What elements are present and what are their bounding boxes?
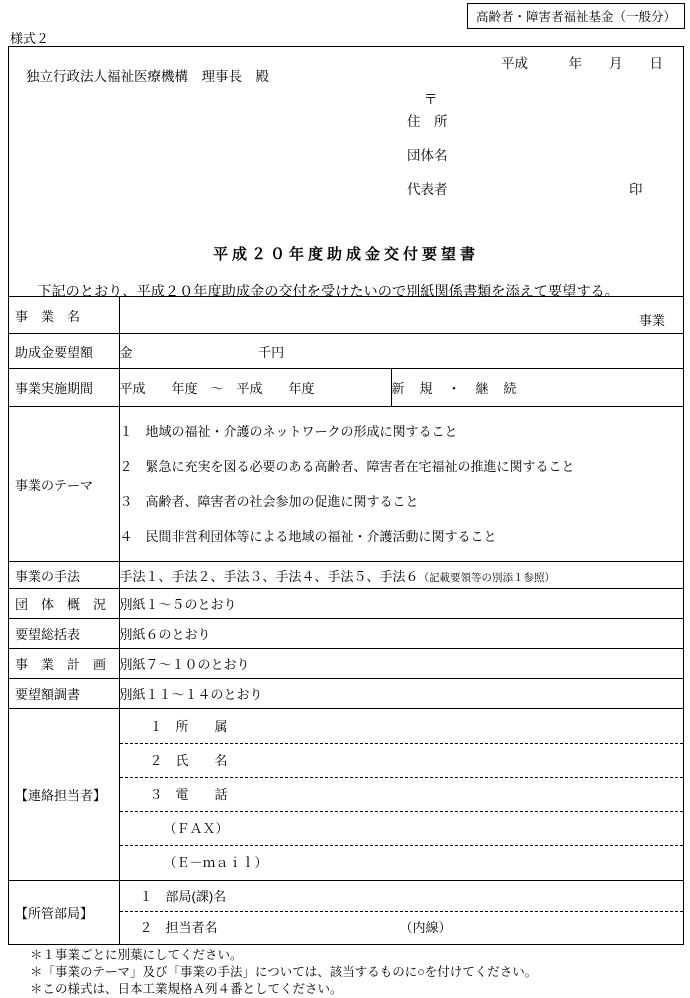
field-business-plan: 別紙７～１０のとおり: [119, 649, 683, 679]
field-amount-report: 別紙１１～１４のとおり: [119, 679, 683, 709]
field-period: 平成 年度 ～ 平成 年度: [119, 369, 391, 407]
field-summary-table: 別紙６のとおり: [119, 619, 683, 649]
label-contact-person: 【連絡担当者】: [9, 709, 119, 881]
field-business-name: [119, 297, 683, 334]
row-business-plan: [9, 649, 683, 679]
contact-phone: ３ 電 話: [120, 778, 684, 812]
note-3: ＊この様式は、日本工業規格Ａ列４番としてください。: [30, 982, 343, 996]
representative-label: 代表者: [407, 182, 448, 197]
dept-person-name: [120, 912, 684, 943]
postal-mark: 〒: [424, 92, 438, 107]
unit-label: 千円: [258, 344, 285, 360]
organization-label: 団体名: [407, 148, 448, 163]
theme-option-2: ２ 緊急に充実を図る必要のある高齢者、障害者在宅福祉の推進に関すること: [119, 459, 575, 474]
field-contact-person: [119, 709, 683, 881]
label-theme: 事業のテーマ: [9, 407, 119, 562]
contact-email: （Ｅ－ｍａｉｌ）: [163, 854, 268, 870]
theme-option-1: １ 地域の福祉・介護のネットワークの形成に関すること: [119, 424, 458, 439]
field-new-or-continue: 新 規 ・ 継 続: [391, 369, 683, 407]
row-amount-report: [9, 679, 683, 709]
contact-affiliation: １ 所 属: [120, 710, 684, 744]
method-note: （記載要領等の別添１参照）: [418, 571, 556, 584]
addressee: 独立行政法人福祉医療機構 理事長 殿: [26, 69, 269, 84]
field-method: [119, 562, 683, 589]
row-summary-table: [9, 619, 683, 649]
intro-text: 下記のとおり、平成２０年度助成金の交付を受けたいので別紙関係書類を添えて要望する。: [37, 284, 619, 300]
footnotes: [30, 947, 537, 998]
currency-label: 金: [119, 344, 133, 360]
label-summary-table: 要望総括表: [9, 619, 119, 649]
label-organization-overview: 団 体 概 況: [9, 589, 119, 619]
letterhead: [9, 47, 683, 300]
note-2: ＊「事業のテーマ」及び「事業の手法」については、該当するものに○を付けてください。: [30, 965, 538, 979]
form-body: [8, 46, 684, 945]
field-organization-overview: 別紙１～５のとおり: [119, 589, 683, 619]
business-name-suffix: 事業: [638, 313, 665, 328]
label-period: 事業実施期間: [9, 369, 119, 407]
field-theme: [119, 407, 683, 562]
row-grant-amount: [9, 334, 683, 369]
dept-person-label: ２ 担当者名: [139, 920, 218, 936]
address-label: 住 所: [407, 114, 448, 129]
seal-label: 印: [629, 182, 643, 197]
label-grant-amount: 助成金要望額: [9, 334, 119, 369]
label-business-plan: 事 業 計 画: [9, 649, 119, 679]
row-department: [9, 881, 683, 944]
row-theme: [9, 407, 683, 562]
row-period: [9, 369, 683, 407]
label-department: 【所管部局】: [9, 881, 119, 944]
date-line: 平成 年 月 日: [501, 56, 663, 71]
field-department: [119, 881, 683, 944]
field-grant-amount: [119, 334, 683, 369]
theme-option-3: ３ 高齢者、障害者の社会参加の促進に関すること: [119, 494, 419, 509]
label-amount-report: 要望額調書: [9, 679, 119, 709]
theme-option-4: ４ 民間非営利団体等による地域の福祉・介護活動に関すること: [119, 529, 497, 544]
request-table: [9, 296, 683, 944]
row-method: [9, 562, 683, 589]
method-options: 手法１、手法２、手法３、手法４、手法５、手法６: [119, 568, 419, 584]
row-contact-person: [9, 709, 683, 881]
label-business-name: 事 業 名: [9, 297, 119, 334]
label-method: 事業の手法: [9, 562, 119, 589]
extension-label: （内線）: [399, 920, 452, 936]
contact-fax: （ＦＡＸ）: [120, 812, 684, 846]
contact-name: ２ 氏 名: [120, 744, 684, 778]
row-organization-overview: [9, 589, 683, 619]
form-number: 様式２: [10, 31, 50, 46]
dept-bureau-name: １ 部局(課)名: [120, 881, 684, 912]
note-1: ＊１事業ごとに別葉にしてください。: [30, 948, 243, 962]
form-title: 平成２０年度助成金交付要望書: [212, 246, 479, 263]
fund-label: 高齢者・障害者福祉基金（一般分）: [467, 3, 685, 29]
row-business-name: [9, 297, 683, 334]
